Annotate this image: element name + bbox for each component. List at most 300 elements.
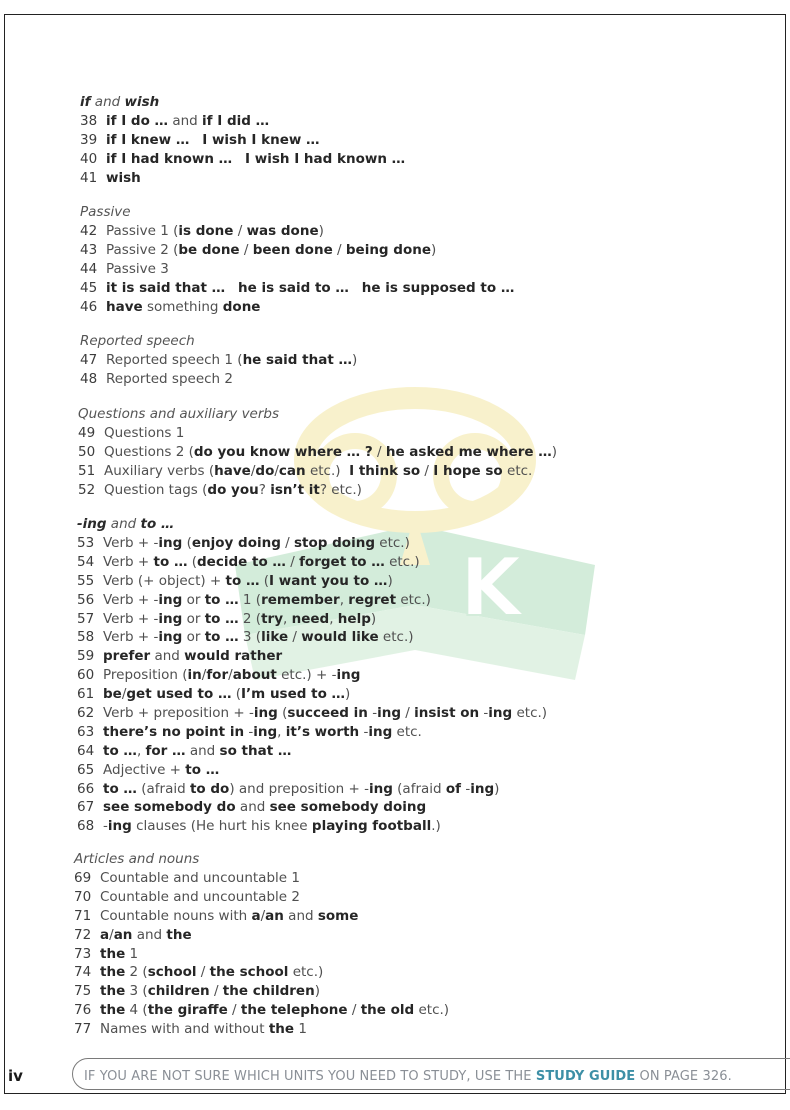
unit-keyword: I’m used to …	[241, 686, 346, 703]
unit-number: 68	[77, 818, 95, 835]
unit-number: 66	[77, 780, 95, 797]
unit-text: ,	[283, 610, 292, 627]
unit-text: Reported speech 1 (	[106, 352, 243, 368]
unit-text: ?	[258, 481, 271, 498]
unit-keyword: isn’t it	[270, 481, 320, 498]
unit-keyword: need	[291, 610, 330, 627]
unit-keyword: try	[261, 610, 284, 627]
unit-number: 52	[78, 481, 96, 498]
unit-text: 3 (	[125, 983, 148, 1000]
unit-text	[232, 151, 245, 167]
unit-keyword: the telephone	[240, 1002, 348, 1019]
unit-number: 70	[74, 888, 92, 905]
unit-item[interactable]	[77, 610, 717, 629]
unit-text: /	[401, 705, 415, 722]
unit-text: /	[196, 964, 210, 981]
unit-number: 71	[74, 907, 92, 924]
unit-text: (	[259, 572, 270, 589]
unit-item[interactable]	[74, 945, 714, 964]
unit-title	[103, 817, 441, 836]
unit-number: 38	[80, 113, 98, 129]
unit-item[interactable]	[80, 351, 720, 370]
unit-text: Verb + -	[103, 610, 159, 627]
section	[74, 850, 714, 1039]
unit-text: 3 (	[238, 629, 262, 646]
unit-number: 58	[77, 629, 95, 646]
unit-keyword: enjoy doing	[191, 535, 281, 551]
unit-keyword: would like	[301, 629, 379, 646]
unit-number: 57	[77, 610, 95, 627]
unit-keyword: the giraffe	[147, 1002, 228, 1019]
unit-item[interactable]	[78, 424, 718, 443]
unit-text	[189, 132, 202, 148]
unit-keyword: help	[337, 610, 371, 627]
unit-keyword: I hope so	[433, 462, 503, 479]
unit-keyword: to …	[204, 610, 239, 627]
unit-item[interactable]	[80, 150, 720, 169]
unit-text: (	[187, 553, 198, 570]
unit-item[interactable]	[77, 723, 717, 742]
unit-keyword: he said that …	[242, 352, 352, 368]
unit-text: etc.)	[512, 705, 548, 722]
unit-title	[103, 666, 360, 685]
unit-keyword: a	[100, 926, 110, 943]
unit-text: )	[494, 780, 500, 797]
unit-text: Questions 1	[104, 425, 185, 441]
unit-number: 62	[77, 705, 95, 722]
unit-title	[106, 112, 269, 131]
unit-number: 75	[74, 983, 92, 1000]
unit-title	[103, 553, 420, 572]
unit-number: 48	[80, 370, 98, 387]
unit-item[interactable]	[77, 534, 717, 553]
unit-title	[103, 534, 410, 553]
unit-number: 42	[80, 223, 98, 239]
unit-keyword: see somebody doing	[269, 799, 427, 816]
unit-keyword: to …	[103, 742, 137, 759]
unit-title	[106, 131, 320, 150]
unit-text: Verb (+ object) +	[103, 572, 226, 589]
unit-text: Passive 3	[106, 260, 169, 277]
unit-keyword: a	[251, 907, 261, 924]
unit-text: etc.) + -	[276, 667, 337, 684]
unit-text: and	[283, 907, 318, 924]
section	[80, 332, 720, 389]
unit-text: Countable and uncountable 2	[100, 888, 300, 905]
unit-item[interactable]	[74, 1020, 714, 1039]
unit-number: 41	[80, 169, 98, 186]
unit-text: ,	[136, 742, 146, 759]
unit-title	[106, 298, 260, 317]
unit-keyword: if I do …	[106, 113, 169, 129]
section	[80, 93, 720, 188]
unit-text: )	[551, 443, 558, 460]
unit-text: ,	[339, 591, 349, 608]
unit-keyword: some	[317, 907, 359, 924]
unit-text: )	[431, 241, 437, 258]
unit-text: (	[231, 686, 242, 703]
unit-item[interactable]	[74, 888, 714, 907]
unit-keyword: done	[222, 298, 261, 315]
unit-text: )	[387, 572, 393, 589]
unit-keyword: ing	[368, 723, 393, 740]
unit-number: 45	[80, 279, 98, 296]
unit-keyword: be done	[178, 241, 240, 258]
unit-item[interactable]	[80, 260, 720, 279]
unit-number: 73	[74, 945, 92, 962]
unit-keyword: the	[166, 926, 192, 943]
unit-number: 69	[74, 870, 92, 886]
unit-title	[103, 761, 219, 780]
unit-keyword: do you know where … ?	[193, 443, 373, 460]
unit-keyword: can	[278, 462, 306, 479]
unit-title	[103, 628, 414, 647]
unit-text: /	[209, 983, 223, 1000]
unit-text: Questions 2 (	[104, 443, 194, 460]
unit-keyword: to do	[189, 780, 230, 797]
unit-keyword: so that …	[219, 742, 292, 759]
unit-text: Adjective +	[103, 761, 186, 778]
unit-text: or	[182, 610, 205, 627]
unit-title	[106, 260, 169, 279]
unit-item[interactable]	[74, 982, 714, 1001]
unit-item[interactable]	[77, 553, 717, 572]
unit-keyword: ing	[158, 535, 183, 551]
unit-text: etc.)	[414, 1002, 450, 1019]
heading-text: and	[106, 516, 141, 532]
unit-item[interactable]	[77, 591, 717, 610]
unit-keyword: the	[100, 964, 126, 981]
unit-keyword: do	[255, 462, 275, 479]
unit-text: ? etc.)	[319, 481, 362, 498]
study-guide-link[interactable]: STUDY GUIDE	[535, 1069, 636, 1084]
unit-keyword: regret	[348, 591, 397, 608]
unit-text: (	[277, 705, 288, 722]
unit-text: (afraid	[136, 780, 190, 797]
unit-text: )	[314, 983, 320, 1000]
unit-title	[103, 647, 282, 666]
section-heading: Passive	[80, 204, 131, 220]
unit-keyword: the	[268, 1021, 295, 1038]
unit-keyword: ing	[158, 591, 183, 608]
note-text-before: IF YOU ARE NOT SURE WHICH UNITS YOU NEED TO STUDY, USE THE	[84, 1069, 536, 1084]
unit-number: 53	[77, 535, 95, 551]
unit-keyword: have	[106, 298, 143, 315]
unit-keyword: ing	[107, 818, 132, 835]
heading-keyword: to …	[140, 516, 175, 532]
unit-number: 61	[77, 686, 95, 703]
unit-text: Verb + preposition + -	[103, 705, 254, 722]
unit-title	[106, 150, 405, 169]
unit-keyword: he is said to …	[237, 279, 349, 296]
unit-text: Names with and without	[100, 1021, 269, 1038]
unit-item[interactable]	[77, 817, 717, 836]
unit-number: 63	[77, 723, 95, 740]
unit-number: 60	[77, 667, 95, 684]
unit-text: Verb + -	[103, 629, 159, 646]
unit-text: and	[168, 113, 203, 129]
unit-keyword: ing	[368, 780, 393, 797]
unit-keyword: prefer	[103, 648, 151, 665]
unit-item[interactable]	[80, 112, 720, 131]
unit-keyword: remember	[261, 591, 340, 608]
unit-keyword: ing	[470, 780, 495, 797]
unit-text: (	[182, 535, 192, 551]
unit-item[interactable]	[80, 241, 720, 260]
unit-keyword: for	[206, 667, 229, 684]
unit-text: /	[347, 1002, 361, 1019]
unit-item[interactable]	[77, 628, 717, 647]
unit-title	[106, 370, 233, 389]
unit-text: /	[280, 535, 295, 551]
unit-text: etc.	[502, 462, 533, 479]
unit-text: /	[372, 443, 386, 460]
unit-item[interactable]	[80, 169, 720, 188]
unit-keyword: been done	[252, 241, 333, 258]
unit-text: )	[345, 686, 351, 703]
unit-text: Countable nouns with	[100, 907, 252, 924]
unit-keyword: succeed in	[287, 705, 368, 722]
unit-keyword: the children	[222, 983, 315, 1000]
unit-text: .)	[431, 818, 441, 835]
unit-title	[103, 591, 431, 610]
unit-text: Reported speech 2	[106, 370, 233, 387]
unit-number: 49	[78, 425, 96, 441]
unit-keyword: was done	[246, 223, 319, 239]
unit-item[interactable]	[78, 443, 718, 462]
section-heading: Questions and auxiliary verbs	[78, 406, 280, 422]
unit-text: etc.)	[305, 462, 350, 479]
unit-title	[100, 869, 300, 888]
heading-text: and	[90, 94, 125, 110]
unit-title	[103, 742, 291, 761]
unit-item[interactable]	[74, 869, 714, 888]
unit-text: /	[260, 907, 266, 924]
unit-keyword: there’s no point in	[103, 723, 245, 740]
unit-text: etc.	[392, 723, 422, 740]
unit-text: or	[182, 591, 205, 608]
unit-text: Verb + -	[103, 535, 159, 551]
unit-text: /	[227, 1002, 241, 1019]
unit-number: 46	[80, 298, 98, 315]
unit-text: /	[109, 926, 114, 943]
unit-keyword: stop doing	[294, 535, 375, 551]
unit-item[interactable]	[77, 572, 717, 591]
unit-keyword: it’s worth	[285, 723, 360, 740]
unit-item[interactable]	[80, 279, 720, 298]
unit-text: or	[182, 629, 205, 646]
unit-keyword: the	[100, 945, 126, 962]
unit-text: )	[352, 352, 358, 368]
unit-text: -	[359, 723, 369, 740]
unit-keyword: in	[187, 667, 202, 684]
unit-title	[103, 572, 393, 591]
unit-number: 65	[77, 761, 95, 778]
unit-item[interactable]	[74, 926, 714, 945]
heading-keyword: if	[80, 94, 91, 110]
unit-text	[225, 280, 238, 296]
unit-title	[104, 462, 532, 481]
unit-keyword: being done	[345, 241, 432, 258]
unit-title	[106, 351, 357, 370]
unit-keyword: the	[100, 983, 126, 1000]
unit-number: 72	[74, 926, 92, 943]
unit-number: 51	[78, 462, 96, 479]
unit-number: 55	[77, 572, 95, 589]
unit-text: 2 (	[125, 964, 148, 981]
unit-text: Auxiliary verbs (	[104, 462, 215, 479]
unit-keyword: get used to …	[126, 686, 232, 703]
unit-keyword: ing	[253, 705, 278, 722]
unit-keyword: I wish I had known …	[245, 150, 406, 167]
unit-text: /	[121, 686, 127, 703]
unit-title	[103, 704, 547, 723]
unit-item[interactable]	[77, 704, 717, 723]
unit-title	[106, 279, 514, 298]
unit-keyword: I wish I knew …	[202, 131, 320, 148]
unit-keyword: ing	[336, 667, 361, 684]
unit-text: etc.)	[384, 553, 420, 570]
unit-title	[100, 945, 138, 964]
unit-title	[103, 723, 422, 742]
unit-text: 1	[125, 945, 139, 962]
unit-number: 59	[77, 648, 95, 665]
unit-item[interactable]	[77, 685, 717, 704]
unit-text: Countable and uncountable 1	[100, 870, 300, 886]
unit-keyword: like	[261, 629, 289, 646]
unit-item[interactable]	[74, 907, 714, 926]
unit-item[interactable]	[77, 798, 717, 817]
unit-title	[103, 780, 499, 799]
unit-keyword: see somebody do	[103, 799, 236, 816]
unit-keyword: have	[214, 462, 251, 479]
unit-keyword: about	[232, 667, 277, 684]
unit-text: and	[185, 742, 220, 759]
unit-number: 67	[77, 799, 95, 816]
unit-keyword: to …	[185, 761, 220, 778]
unit-item[interactable]	[80, 222, 720, 241]
unit-title	[104, 481, 362, 500]
unit-text: clauses (He hurt his knee	[131, 818, 312, 835]
unit-title	[106, 169, 141, 188]
unit-text: etc.)	[378, 629, 414, 646]
unit-title	[100, 982, 320, 1001]
unit-number: 47	[80, 352, 98, 368]
unit-item[interactable]	[80, 131, 720, 150]
unit-item[interactable]	[80, 370, 720, 389]
unit-number: 56	[77, 591, 95, 608]
page-number: iv	[8, 1067, 23, 1085]
unit-text: Verb +	[103, 553, 154, 570]
unit-keyword: he is supposed to …	[361, 279, 515, 296]
unit-text: etc.)	[396, 591, 431, 608]
unit-number: 43	[80, 241, 98, 258]
unit-item[interactable]	[74, 963, 714, 982]
unit-item[interactable]	[77, 647, 717, 666]
unit-title	[100, 963, 323, 982]
unit-keyword: to …	[153, 553, 188, 570]
unit-keyword: be	[103, 686, 122, 703]
unit-text: and	[235, 799, 270, 816]
section-heading: Reported speech	[80, 333, 195, 349]
unit-item[interactable]	[78, 462, 718, 481]
unit-item[interactable]	[80, 298, 720, 317]
unit-text: 4 (	[125, 1002, 148, 1019]
unit-keyword: if I did …	[202, 113, 270, 129]
unit-keyword: the	[100, 1002, 126, 1019]
section	[78, 405, 718, 500]
unit-keyword: to …	[204, 629, 239, 646]
unit-text: )	[370, 610, 377, 627]
unit-item[interactable]	[77, 742, 717, 761]
unit-number: 54	[77, 553, 95, 570]
unit-item[interactable]	[77, 780, 717, 799]
unit-keyword: children	[147, 983, 210, 1000]
unit-title	[103, 798, 426, 817]
unit-text: -	[103, 818, 108, 835]
unit-item[interactable]	[74, 1001, 714, 1020]
unit-text: and	[150, 648, 185, 665]
unit-keyword: ing	[158, 610, 183, 627]
unit-item[interactable]	[77, 761, 717, 780]
unit-text: something	[142, 298, 223, 315]
watermark-letter: K	[460, 541, 522, 634]
unit-keyword: forget to …	[299, 553, 385, 570]
unit-text: 1	[294, 1021, 307, 1038]
note-text-after: ON PAGE 326.	[635, 1069, 732, 1084]
unit-keyword: decide to …	[197, 553, 286, 570]
unit-item[interactable]	[77, 666, 717, 685]
unit-number: 77	[74, 1021, 92, 1038]
unit-keyword: if I had known …	[106, 150, 233, 167]
unit-keyword: an	[265, 907, 284, 924]
unit-title	[100, 1001, 449, 1020]
unit-title	[103, 685, 350, 704]
unit-text: /	[288, 629, 302, 646]
unit-text: /	[285, 553, 300, 570]
unit-text: /	[332, 241, 346, 258]
unit-text: /	[250, 462, 256, 479]
unit-text: Question tags (	[104, 481, 208, 498]
unit-text: 1 (	[238, 591, 262, 608]
unit-number: 76	[74, 1002, 92, 1019]
unit-keyword: to …	[103, 780, 137, 797]
unit-title	[100, 926, 192, 945]
unit-text: -	[367, 705, 378, 722]
unit-text: -	[461, 780, 471, 797]
unit-text: -	[244, 723, 254, 740]
unit-title	[104, 443, 557, 462]
unit-keyword: to …	[225, 572, 260, 589]
unit-number: 64	[77, 742, 95, 759]
unit-keyword: school	[147, 964, 197, 981]
unit-title	[104, 424, 184, 443]
unit-keyword: the school	[209, 964, 289, 981]
unit-keyword: wish	[106, 169, 141, 186]
unit-text: /	[274, 462, 279, 479]
unit-text: Verb + -	[103, 591, 159, 608]
unit-text: Passive 2 (	[106, 241, 179, 258]
unit-text: /	[233, 223, 247, 239]
unit-keyword: of	[445, 780, 462, 797]
unit-keyword: ing	[377, 705, 401, 722]
unit-text: /	[201, 667, 207, 684]
section	[77, 515, 717, 836]
unit-keyword: an	[113, 926, 133, 943]
unit-keyword: the old	[360, 1002, 415, 1019]
heading-keyword: wish	[124, 94, 160, 110]
unit-item[interactable]	[78, 481, 718, 500]
